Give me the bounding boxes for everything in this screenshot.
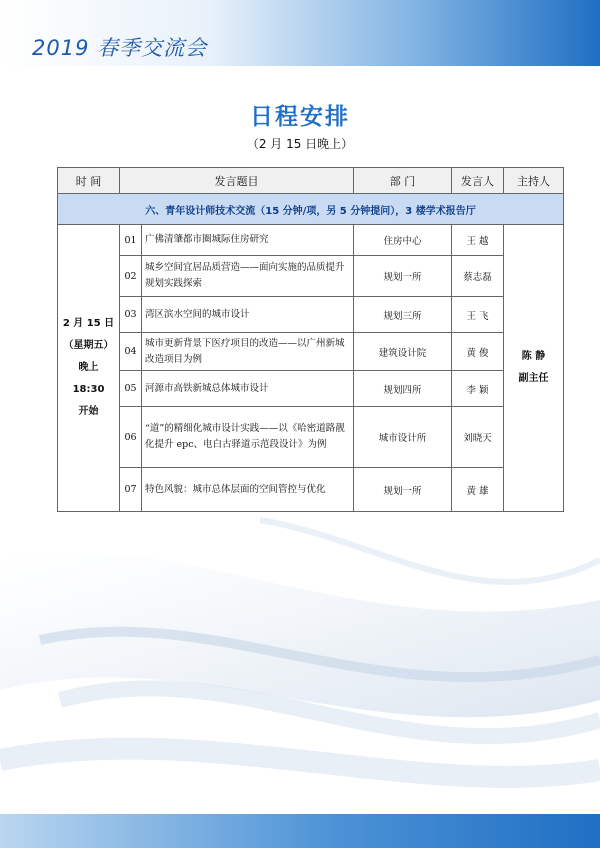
page-subtitle: （2 月 15 日晚上）	[246, 137, 354, 151]
table-row	[58, 225, 564, 256]
time-weekday: （星期五）	[63, 340, 114, 351]
row-speaker: 黄 雄	[452, 468, 504, 512]
schedule-table	[57, 167, 564, 512]
row-topic: 城乡空间宜居品质营造——面向实施的品质提升规划实践探索	[142, 256, 354, 297]
row-speaker: 刘晓天	[452, 407, 504, 468]
page-title: 日程安排	[250, 104, 350, 130]
time-start: 开始	[78, 406, 99, 417]
host-name: 陈 静	[521, 351, 546, 362]
row-topic: 广佛清肇都市圈城际住房研究	[142, 225, 354, 256]
table-header-row	[58, 168, 564, 194]
table-row	[58, 371, 564, 407]
row-dept: 城市设计所	[354, 407, 452, 468]
footer-band	[0, 814, 600, 848]
row-speaker: 李 颖	[452, 371, 504, 407]
row-number: 06	[120, 407, 142, 468]
header-speaker: 发言人	[452, 168, 504, 194]
row-speaker: 黄 俊	[452, 333, 504, 371]
row-dept: 住房中心	[354, 225, 452, 256]
section-row	[58, 194, 564, 225]
row-number: 07	[120, 468, 142, 512]
header-title: 2019 春季交流会	[32, 36, 208, 60]
row-topic: 湾区滨水空间的城市设计	[142, 297, 354, 333]
row-number: 04	[120, 333, 142, 371]
table-row	[58, 468, 564, 512]
header-dept: 部 门	[354, 168, 452, 194]
table-row	[58, 256, 564, 297]
row-dept: 规划一所	[354, 468, 452, 512]
time-evening: 晚上 18:30	[72, 362, 105, 395]
section-title: 六、青年设计师技术交流（15 分钟/项，另 5 分钟提问），3 楼学术报告厅	[58, 194, 564, 225]
row-dept: 规划一所	[354, 256, 452, 297]
row-speaker: 蔡志磊	[452, 256, 504, 297]
row-topic: “道”的精细化城市设计实践——以《哈密道路靓化提升 epc、电白古驿道示范段设计》为例	[142, 407, 354, 468]
row-topic: 特色风貌：城市总体层面的空间管控与优化	[142, 468, 354, 512]
row-number: 01	[120, 225, 142, 256]
row-topic: 河源市高铁新城总体城市设计	[142, 371, 354, 407]
row-speaker: 王 飞	[452, 297, 504, 333]
time-date: 2 月 15 日	[62, 318, 115, 329]
row-number: 03	[120, 297, 142, 333]
table-row	[58, 297, 564, 333]
header-host: 主持人	[504, 168, 564, 194]
time-cell	[58, 225, 120, 512]
row-number: 02	[120, 256, 142, 297]
table-row	[58, 407, 564, 468]
host-cell	[504, 225, 564, 512]
host-title: 副主任	[518, 373, 549, 384]
row-number: 05	[120, 371, 142, 407]
header-time: 时 间	[58, 168, 120, 194]
row-dept: 规划四所	[354, 371, 452, 407]
table-row	[58, 333, 564, 371]
row-topic: 城市更新背景下医疗项目的改造——以广州新城改造项目为例	[142, 333, 354, 371]
row-dept: 规划三所	[354, 297, 452, 333]
row-speaker: 王 越	[452, 225, 504, 256]
row-dept: 建筑设计院	[354, 333, 452, 371]
header-topic: 发言题目	[120, 168, 354, 194]
